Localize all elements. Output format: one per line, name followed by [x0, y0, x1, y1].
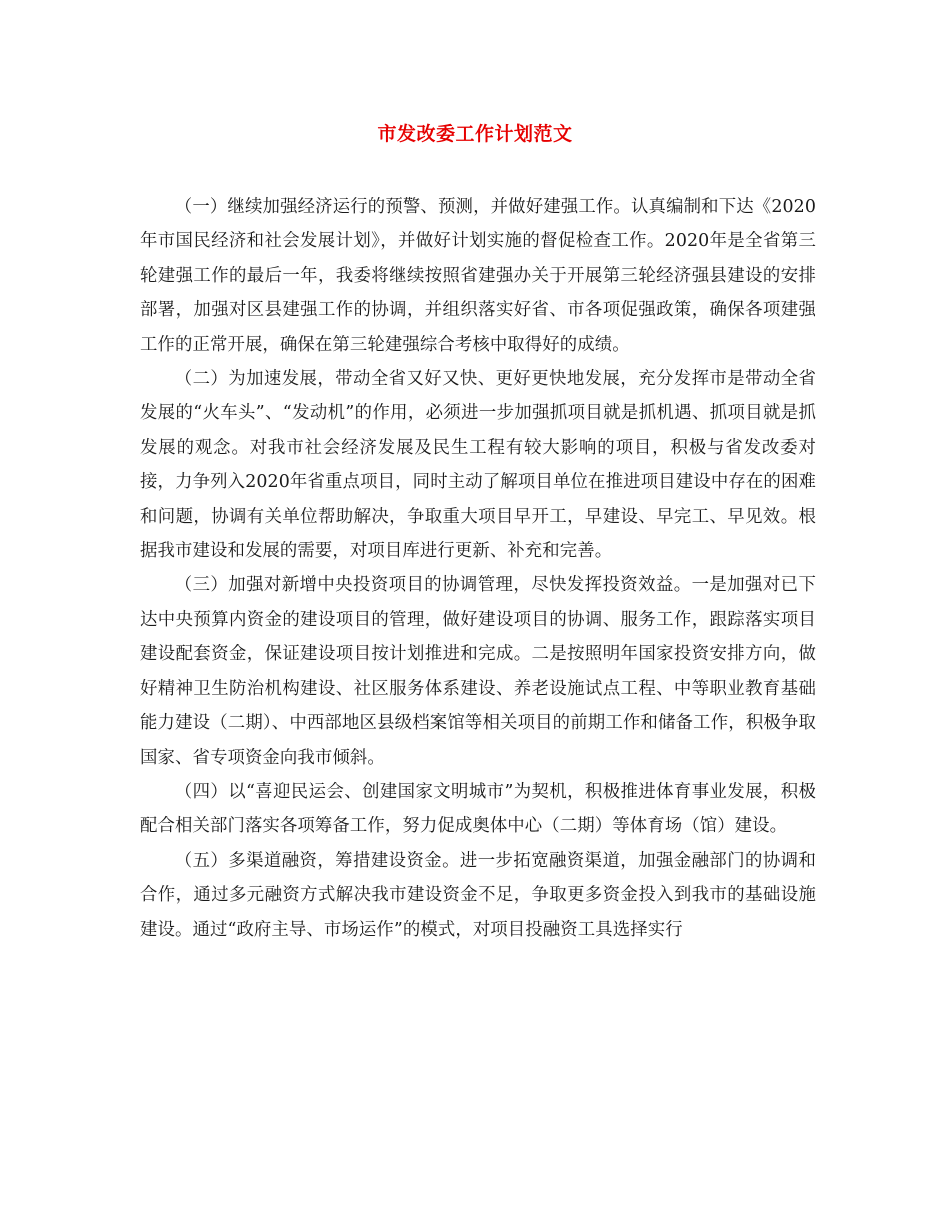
document-title: 市发改委工作计划范文	[377, 123, 573, 145]
paragraph-2: （二）为加速发展，带动全省又好又快、更好更快地发展，充分发挥市是带动全省发展的“火车头”、“发动机”的作用，必须进一步加强抓项目就是抓机遇、抓项目就是抓发展的观念。对我市社会经济发展及民生工程有较大影响的项目，积极与省发改委对接，力争列入2020年省重点项目，同时主动了解项目单位在推进项目建设中存在的困难和问题，协调有关单位帮助解决，争取重大项目早开工，早建设、早完工、早见效。根据我市建设和发展的需要，对项目库进行更新、补充和完善。	[140, 369, 816, 562]
paragraph-3: （三）加强对新增中央投资项目的协调管理，尽快发挥投资效益。一是加强对已下达中央预算内资金的建设项目的管理，做好建设项目的协调、服务工作，跟踪落实项目建设配套资金，保证建设项目按计划推进和完成。二是按照明年国家投资安排方向，做好精神卫生防治机构建设、社区服务体系建设、养老设施试点工程、中等职业教育基础能力建设（二期）、中西部地区县级档案馆等相关项目的前期工作和储备工作，积极争取国家、省专项资金向我市倾斜。	[140, 575, 816, 768]
paragraph-1: （一）继续加强经济运行的预警、预测，并做好建强工作。认真编制和下达《2020年市国民经济和社会发展计划》，并做好计划实施的督促检查工作。2020年是全省第三轮建强工作的最后一年，我委将继续按照省建强办关于开展第三轮经济强县建设的安排部署，加强对区县建强工作的协调，并组织落实好省、市各项促强政策，确保各项建强工作的正常开展，确保在第三轮建强综合考核中取得好的成绩。	[140, 197, 816, 355]
paragraph-4: （四）以“喜迎民运会、创建国家文明城市”为契机，积极推进体育事业发展，积极配合相关部门落实各项筹备工作，努力促成奥体中心（二期）等体育场（馆）建设。	[140, 781, 816, 837]
document-body	[140, 190, 816, 947]
paragraph-5: （五）多渠道融资，筹措建设资金。进一步拓宽融资渠道，加强金融部门的协调和合作，通过多元融资方式解决我市建设资金不足，争取更多资金投入到我市的基础设施建设。通过“政府主导、市场运作”的模式，对项目投融资工具选择实行	[140, 850, 816, 940]
